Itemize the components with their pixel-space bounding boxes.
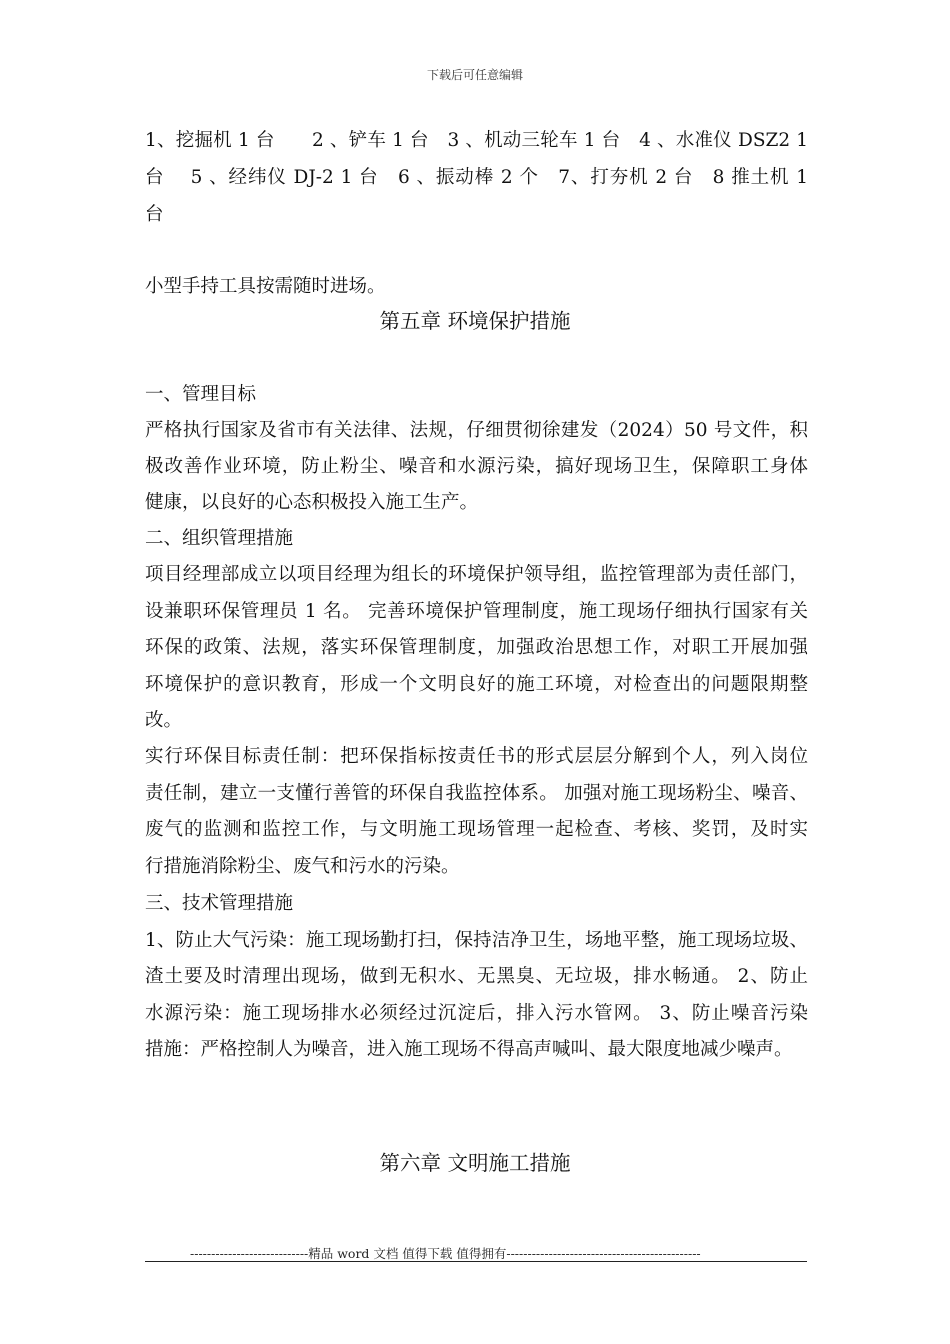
paragraph-line: 水源污染：施工现场排水必须经过沉淀后，排入污水管网。 3、防止噪音污染: [145, 1003, 808, 1024]
paragraph-line: 环保的政策、法规，落实环保管理制度，加强政治思想工作，对职工开展加强: [145, 637, 808, 658]
paragraph-line: 渣土要及时清理出现场，做到无积水、无黑臭、无垃圾，排水畅通。 2、防止: [145, 966, 808, 987]
section-heading: 二、组织管理措施: [145, 528, 294, 549]
equipment-line: 台 5 、经纬仪 DJ-2 1 台 6 、振动棒 2 个 7、打夯机 2 台 8 推土机 1: [145, 167, 808, 188]
paragraph-line: 实行环保目标责任制：把环保指标按责任书的形式层层分解到个人，列入岗位: [145, 746, 808, 767]
paragraph-line: 废气的监测和监控工作，与文明施工现场管理一起检查、考核、奖罚，及时实: [145, 819, 808, 840]
section-heading: 一、管理目标: [145, 384, 257, 405]
equipment-line: 台: [145, 204, 164, 225]
paragraph-line: 1、防止大气污染：施工现场勤打扫，保持洁净卫生，场地平整，施工现场垃圾、: [145, 930, 808, 951]
footer-divider: [145, 1261, 807, 1262]
page-header: 下载后可任意编辑: [426, 68, 523, 82]
section-heading: 三、技术管理措施: [145, 893, 294, 914]
chapter-title: 第五章 环境保护措施: [379, 309, 571, 333]
paragraph-line: 环境保护的意识教育，形成一个文明良好的施工环境，对检查出的问题限期整: [145, 674, 808, 695]
paragraph-line: 改。: [145, 710, 183, 731]
paragraph-line: 措施：严格控制人为噪音，进入施工现场不得高声喊叫、最大限度地减少噪声。: [145, 1039, 793, 1060]
paragraph-line: 严格执行国家及省市有关法律、法规，仔细贯彻徐建发（2024）50 号文件，积: [145, 420, 808, 441]
chapter-title: 第六章 文明施工措施: [379, 1151, 571, 1175]
paragraph-line: 项目经理部成立以项目经理为组长的环境保护领导组，监控管理部为责任部门，: [145, 564, 808, 585]
paragraph-line: 责任制，建立一支懂行善管的环保自我监控体系。 加强对施工现场粉尘、噪音、: [145, 783, 808, 804]
paragraph-line: 极改善作业环境，防止粉尘、噪音和水源污染，搞好现场卫生，保障职工身体: [145, 456, 808, 477]
equipment-line: 1、挖掘机 1 台 2 、铲车 1 台 3 、机动三轮车 1 台 4 、水准仪 DSZ2 1: [145, 130, 808, 151]
paragraph-line: 设兼职环保管理员 1 名。 完善环境保护管理制度，施工现场仔细执行国家有关: [145, 601, 808, 622]
small-tools-text: 小型手持工具按需随时进场。: [145, 276, 386, 297]
paragraph-line: 健康，以良好的心态积极投入施工生产。: [145, 492, 479, 513]
paragraph-line: 行措施消除粉尘、废气和污水的污染。: [145, 856, 460, 877]
page-footer: ----------------------------精品 word 文档 值得下载 值得拥有----------------------------------------------: [190, 1246, 701, 1261]
